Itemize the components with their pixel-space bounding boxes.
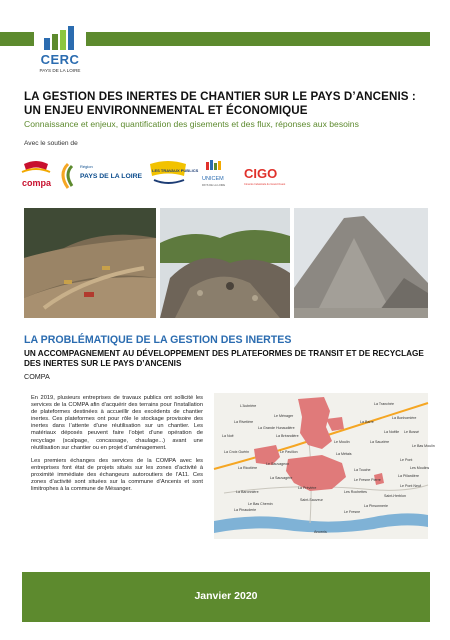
map-place-label: Le Bas Chemin — [248, 502, 273, 506]
support-label: Avec le soutien de — [24, 140, 78, 147]
map-place-label: Le Fresne — [344, 510, 361, 514]
unicem-logo-text: UNICEM — [202, 176, 224, 182]
photo-quarry-aerial — [24, 208, 156, 318]
partner-logos — [18, 156, 298, 198]
map-place-label: La Noë — [222, 434, 234, 438]
cigo-logo-sub: Ciments Industriels du Grand Ouest — [244, 183, 286, 186]
map-place-label: La Rivetière — [234, 420, 254, 424]
map-place-label: Le Pont Neuf — [400, 484, 421, 488]
map-place-label: Le Ménager — [274, 414, 294, 418]
map-place-label: La Croix Guérin — [224, 450, 250, 454]
map-place-label: Le Moulin — [334, 440, 350, 444]
compa-logo — [22, 161, 52, 188]
map-place-label: Les Moulins — [410, 466, 430, 470]
map-place-label: La Prévière — [298, 486, 317, 490]
publication-date: Janvier 2020 — [194, 590, 258, 602]
map-place-label: Le Sauvageon — [266, 462, 290, 466]
section-subtitle: UN ACCOMPAGNEMENT AU DÉVELOPPEMENT DES PLATEFORMES DE TRANSIT ET DE RECYCLAGE DES INERTES SUR LE PAYS D’ANCENIS — [24, 349, 424, 368]
map-place-label: La Touche — [354, 468, 371, 472]
body-paragraph-2: Les premiers échanges des services de la COMPA avec les entreprises font état de projets situés sur les zones d’activité à proximité immédiate des échangeurs autoroutiers de l’A11. Ces zones d’activité sont situées sur la commune d’Ancenis et sont limitrophes à la commune de Mésanger. — [31, 457, 203, 493]
section-title: LA PROBLÉMATIQUE DE LA GESTION DES INERTES — [24, 334, 292, 346]
site-photos — [24, 208, 428, 318]
logo-name: CERC — [40, 52, 80, 67]
document-subtitle: Connaissance et enjeux, quantification des gisements et des flux, réponses aux besoins — [24, 119, 359, 129]
map-place-label: La Bonhomière — [392, 416, 417, 420]
map-place-label: Le Fresne Pierre — [354, 478, 381, 482]
location-map — [214, 393, 435, 539]
map-place-label: La Pillardière — [398, 474, 419, 478]
map-place-label: Saint-Herblon — [384, 494, 406, 498]
body-paragraph-1: En 2019, plusieurs entreprises de travaux publics ont sollicité les services de la COMPA afin d’acquérir des terrains pour l’installation de plateformes destinées à accueillir des excédents de chantier inertes. Ces plateformes ont pour rôle le stockage provisoire des inertes dans l’attente d’une réutilisation sur un chantier. Les matériaux déposés peuvent faire l’objet d’une opération de recyclage (scalpage, concassage, chaulage...) avant une réutilisation sur chantier ou en projet d’aménagement. — [31, 395, 203, 451]
body-text — [31, 395, 203, 499]
compa-logo-text: compa — [22, 178, 52, 188]
cigo-logo-text: CIGO — [244, 166, 278, 181]
map-place-label: Le Bas Moulin — [412, 444, 435, 448]
map-place-label: La Pinsonnerie — [364, 504, 388, 508]
section-organization: COMPA — [24, 372, 50, 381]
map-place-label: La Ricotière — [238, 466, 258, 470]
logo-region: PAYS DE LA LOIRE — [39, 68, 81, 73]
photo-gravel-stockpile — [294, 208, 428, 318]
region-pays-de-la-loire-logo — [63, 164, 143, 188]
photo-rubble-pile — [160, 208, 290, 318]
map-place-label: Le Pont — [400, 458, 413, 462]
bar-chart-logo-icon — [40, 26, 80, 50]
map-place-label: Ancenis — [314, 530, 327, 534]
map-place-label: La Noëlle — [384, 430, 400, 434]
map-place-label: La Barre — [360, 420, 374, 424]
map-place-label: L'Aubrière — [240, 404, 257, 408]
map-place-label: La Sauvagère — [270, 476, 293, 480]
footer-bar — [22, 572, 430, 622]
map-place-label: La Métais — [336, 452, 352, 456]
unicem-logo-sub: PAYS DE LA LOIRE — [202, 184, 226, 187]
cerc-logo — [34, 22, 86, 78]
map-place-label: Le Bossé — [404, 430, 419, 434]
map-place-label: Les Rochettes — [344, 490, 367, 494]
cigo-logo — [244, 166, 286, 186]
document-title: LA GESTION DES INERTES DE CHANTIER SUR LE PAYS D’ANCENIS : UN ENJEU ENVIRONNEMENTAL ET ÉCONOMIQUE — [24, 90, 416, 117]
map-place-label: La Pinauderie — [234, 508, 257, 512]
map-place-label: La Tranchée — [374, 402, 394, 406]
map-place-label: Saint-Sauveur — [300, 498, 323, 502]
map-place-label: Le Pavillon — [280, 450, 298, 454]
map-place-label: La Sauzière — [370, 440, 390, 444]
travaux-logo-text: LES TRAVAUX PUBLICS — [152, 168, 199, 173]
map-place-label: La Baronnière — [236, 490, 259, 494]
map-place-label: La Grande Hunaudière — [258, 426, 295, 430]
region-prefix-text: Région — [80, 164, 93, 169]
travaux-publics-logo — [150, 161, 199, 183]
unicem-logo — [202, 160, 225, 187]
map-place-label: La Bréandière — [276, 434, 299, 438]
region-logo-text: PAYS DE LA LOIRE — [80, 173, 143, 180]
